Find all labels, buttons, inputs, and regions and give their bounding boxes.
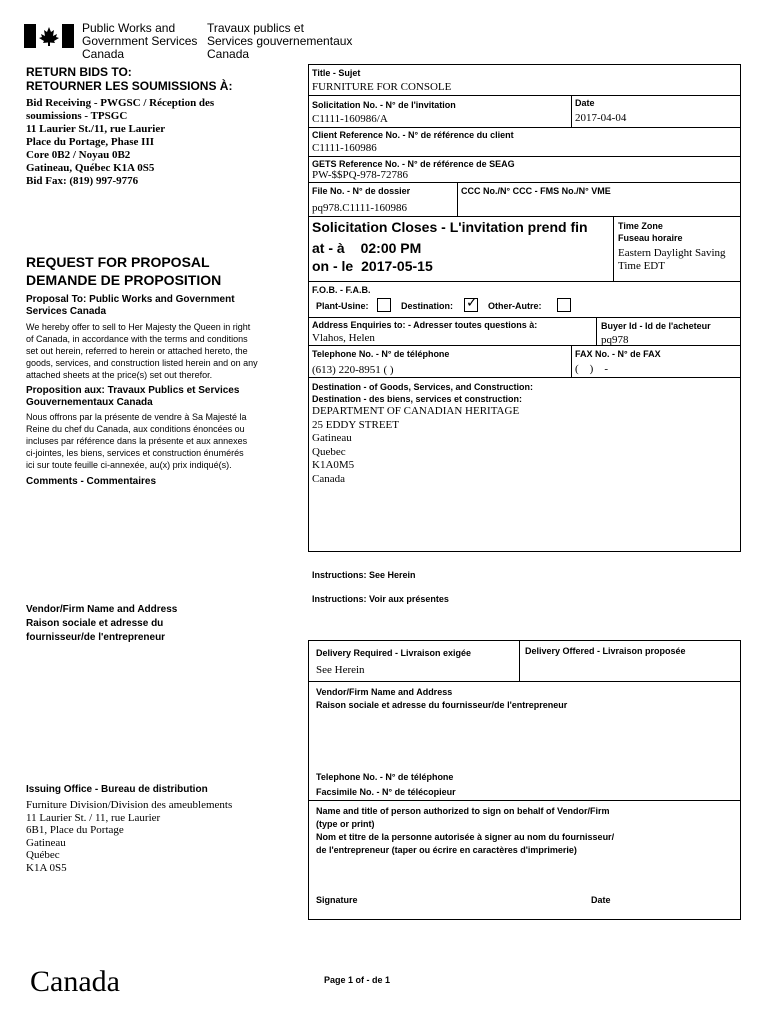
proposition-line: Proposition aux: Travaux Publics et Services bbox=[26, 385, 240, 396]
instructions-en: Instructions: See Herein bbox=[312, 570, 416, 580]
telephone-value: (613) 220-8951 ( ) bbox=[312, 364, 394, 376]
at-label: at - à bbox=[312, 240, 345, 256]
destination-checkbox[interactable] bbox=[464, 295, 478, 312]
vendor-telephone-label: Telephone No. - N° de téléphone bbox=[316, 772, 454, 782]
buyer-id-label: Buyer Id - Id de l'acheteur bbox=[601, 321, 711, 331]
rfp-en: REQUEST FOR PROPOSAL bbox=[26, 254, 210, 270]
delivery-required-value: See Herein bbox=[316, 664, 365, 676]
dest-address-line: 25 EDDY STREET bbox=[312, 418, 399, 431]
delivery-offered-label: Delivery Offered - Livraison proposée bbox=[525, 646, 686, 656]
offer-line: Reine du chef du Canada, aux conditions énoncées ou bbox=[26, 424, 245, 434]
ccc-label: CCC No./N° CCC - FMS No./N° VME bbox=[461, 186, 611, 196]
proposal-to bbox=[26, 294, 235, 318]
rfp-fr: DEMANDE DE PROPOSITION bbox=[26, 272, 222, 288]
issuing-address-line: Gatineau bbox=[26, 836, 66, 849]
address-line: Bid Receiving - PWGSC / Réception des bbox=[26, 97, 215, 109]
on-label: on - le bbox=[312, 258, 354, 274]
closes-label: Solicitation Closes - L'invitation prend fin bbox=[312, 219, 588, 235]
offer-line: set out herein, referred to herein or attached hereto, the bbox=[26, 346, 248, 356]
client-ref-label: Client Reference No. - N° de référence du client bbox=[312, 130, 514, 140]
dest-address-line: K1A0M5 bbox=[312, 459, 355, 471]
pwgsc-en-line: Public Works and bbox=[82, 21, 176, 35]
comments-label: Comments - Commentaires bbox=[26, 476, 157, 487]
auth-line: Name and title of person authorized to sign on behalf of Vendor/Firm bbox=[316, 806, 610, 816]
solicitation-value: C1111-160986/A bbox=[312, 113, 388, 125]
title-label: Title - Sujet bbox=[312, 68, 361, 78]
vendor-label-line: Raison sociale et adresse du bbox=[26, 618, 164, 629]
canada-wordmark: Canada bbox=[30, 965, 120, 998]
offer-line: attached sheets at the price(s) set out therefor. bbox=[26, 370, 213, 380]
auth-line: Nom et titre de la personne autorisée à signer au nom du fournisseur/ bbox=[316, 832, 615, 842]
proposition-aux bbox=[26, 385, 239, 409]
offer-line: ci-jointes, les biens, services et construction énumérés bbox=[26, 448, 244, 458]
pwgsc-fr-line: Canada bbox=[207, 47, 250, 61]
buyer-id-value: pq978 bbox=[601, 334, 629, 346]
enquiries-label: Address Enquiries to: - Adresser toutes questions à: bbox=[312, 320, 538, 330]
proposition-line: Gouvernementaux Canada bbox=[26, 397, 153, 408]
address-line: 11 Laurier St./11, rue Laurier bbox=[26, 123, 166, 135]
gets-label: GETS Reference No. - N° de référence de SEAG bbox=[312, 159, 515, 169]
vendor-name-address-label bbox=[316, 686, 567, 712]
pwgsc-name-fr bbox=[207, 22, 352, 61]
issuing-address-line: Furniture Division/Division des ameublements bbox=[26, 799, 233, 811]
dest-address-line: DEPARTMENT OF CANADIAN HERITAGE bbox=[312, 405, 520, 417]
other-label: Other-Autre: bbox=[488, 301, 542, 311]
auth-line: de l'entrepreneur (taper ou écrire en caractères d'imprimerie) bbox=[316, 845, 577, 855]
enquiries-value: Vlahos, Helen bbox=[312, 332, 375, 344]
plant-checkbox[interactable] bbox=[377, 298, 391, 312]
vendor-label-line: Vendor/Firm Name and Address bbox=[316, 687, 453, 697]
pwgsc-en-line: Canada bbox=[82, 47, 125, 61]
dest-address-line: Gatineau bbox=[312, 432, 352, 444]
offer-text-fr bbox=[26, 411, 247, 471]
bid-fax: Bid Fax: (819) 997-9776 bbox=[26, 175, 139, 187]
return-bids-fr: RETOURNER LES SOUMISSIONS À: bbox=[26, 79, 233, 93]
offer-line: incluses par référence dans la présente et aux annexes bbox=[26, 436, 248, 446]
return-address bbox=[26, 97, 214, 188]
vendor-label-line: Raison sociale et adresse du fournisseur/de l'entrepreneur bbox=[316, 700, 568, 710]
instructions-fr: Instructions: Voir aux présentes bbox=[312, 594, 449, 604]
address-line: soumissions - TPSGC bbox=[26, 110, 128, 122]
pwgsc-name-en bbox=[82, 22, 197, 61]
dest-label-line: Destination - des biens, services et construction: bbox=[312, 394, 523, 404]
offer-line: goods, services, and construction listed herein and on any bbox=[26, 358, 258, 368]
fax-value: ( ) - bbox=[575, 363, 608, 375]
auth-line: (type or print) bbox=[316, 819, 375, 829]
tz-value-line: Eastern Daylight Saving bbox=[618, 247, 726, 259]
tz-label-line: Fuseau horaire bbox=[618, 233, 683, 243]
tz-label-line: Time Zone bbox=[618, 221, 663, 231]
file-value: pq978.C1111-160986 bbox=[312, 202, 408, 214]
return-bids-en: RETURN BIDS TO: bbox=[26, 65, 132, 79]
issuing-address-line: Québec bbox=[26, 849, 60, 861]
time-zone-label bbox=[618, 220, 683, 244]
date-label: Date bbox=[575, 98, 595, 108]
time-value: 02:00 PM bbox=[360, 240, 422, 256]
time-zone-value bbox=[618, 247, 726, 273]
rfp-heading bbox=[26, 253, 221, 289]
proposal-to-line: Services Canada bbox=[26, 306, 107, 317]
issuing-address-line: K1A 0S5 bbox=[26, 861, 67, 874]
fax-label: FAX No. - N° de FAX bbox=[575, 349, 661, 359]
destination-address bbox=[312, 405, 519, 486]
address-line: Place du Portage, Phase III bbox=[26, 136, 155, 148]
date-value: 2017-04-04 bbox=[575, 112, 627, 124]
authorized-person-label bbox=[316, 805, 614, 857]
client-ref-value: C1111-160986 bbox=[312, 142, 377, 154]
offer-line: We hereby offer to sell to Her Majesty the Queen in right bbox=[26, 322, 251, 332]
return-bids-heading bbox=[26, 65, 232, 93]
destination-label: Destination: bbox=[401, 301, 454, 311]
tz-value-line: Time EDT bbox=[618, 260, 665, 272]
close-date bbox=[312, 258, 433, 274]
solicitation-label: Solicitation No. - N° de l'invitation bbox=[312, 100, 456, 110]
offer-line: ici sur toute feuille ci-annexée, au(x) prix indiqué(s). bbox=[26, 460, 232, 470]
pwgsc-fr-line: Travaux publics et bbox=[207, 21, 304, 35]
issuing-office-address bbox=[26, 799, 232, 874]
other-checkbox[interactable] bbox=[557, 298, 571, 312]
canada-flag-icon bbox=[24, 24, 74, 48]
plant-label: Plant-Usine: bbox=[316, 301, 369, 311]
close-time bbox=[312, 240, 421, 256]
offer-text-en bbox=[26, 321, 258, 381]
issuing-address-line: 6B1, Place du Portage bbox=[26, 824, 124, 836]
destination-goods-label bbox=[312, 381, 533, 405]
close-date-value: 2017-05-15 bbox=[361, 258, 433, 274]
dest-address-line: Quebec bbox=[312, 445, 346, 458]
page-number: Page 1 of - de 1 bbox=[324, 975, 391, 985]
dest-label-line: Destination - of Goods, Services, and Construction: bbox=[312, 382, 534, 392]
title-value: FURNITURE FOR CONSOLE bbox=[312, 81, 452, 93]
dest-address-line: Canada bbox=[312, 472, 345, 485]
issuing-address-line: 11 Laurier St. / 11, rue Laurier bbox=[26, 811, 161, 824]
telephone-label: Telephone No. - N° de téléphone bbox=[312, 349, 450, 359]
fob-label: F.O.B. - F.A.B. bbox=[312, 285, 371, 295]
file-label: File No. - N° de dossier bbox=[312, 186, 411, 196]
signature-label: Signature bbox=[316, 895, 358, 905]
proposal-to-line: Proposal To: Public Works and Government bbox=[26, 294, 235, 305]
signature-date-label: Date bbox=[591, 895, 611, 905]
vendor-label-line: Vendor/Firm Name and Address bbox=[26, 604, 178, 615]
offer-line: of Canada, in accordance with the terms and conditions bbox=[26, 334, 248, 344]
delivery-required-label: Delivery Required - Livraison exigée bbox=[316, 648, 472, 658]
offer-line: Nous offrons par la présente de vendre à Sa Majesté la bbox=[26, 412, 247, 422]
issuing-office-label: Issuing Office - Bureau de distribution bbox=[26, 784, 208, 795]
vendor-fax-label: Facsimile No. - N° de télécopieur bbox=[316, 787, 456, 797]
vendor-firm-label bbox=[26, 603, 177, 645]
address-line: Core 0B2 / Noyau 0B2 bbox=[26, 149, 131, 161]
checkmark-icon: ✓ bbox=[466, 295, 478, 311]
gets-value: PW-$$PQ-978-72786 bbox=[312, 169, 408, 181]
address-line: Gatineau, Québec K1A 0S5 bbox=[26, 162, 155, 174]
vendor-label-line: fournisseur/de l'entrepreneur bbox=[26, 632, 166, 643]
pwgsc-en-line: Government Services bbox=[82, 34, 198, 48]
pwgsc-fr-line: Services gouvernementaux bbox=[207, 34, 353, 48]
